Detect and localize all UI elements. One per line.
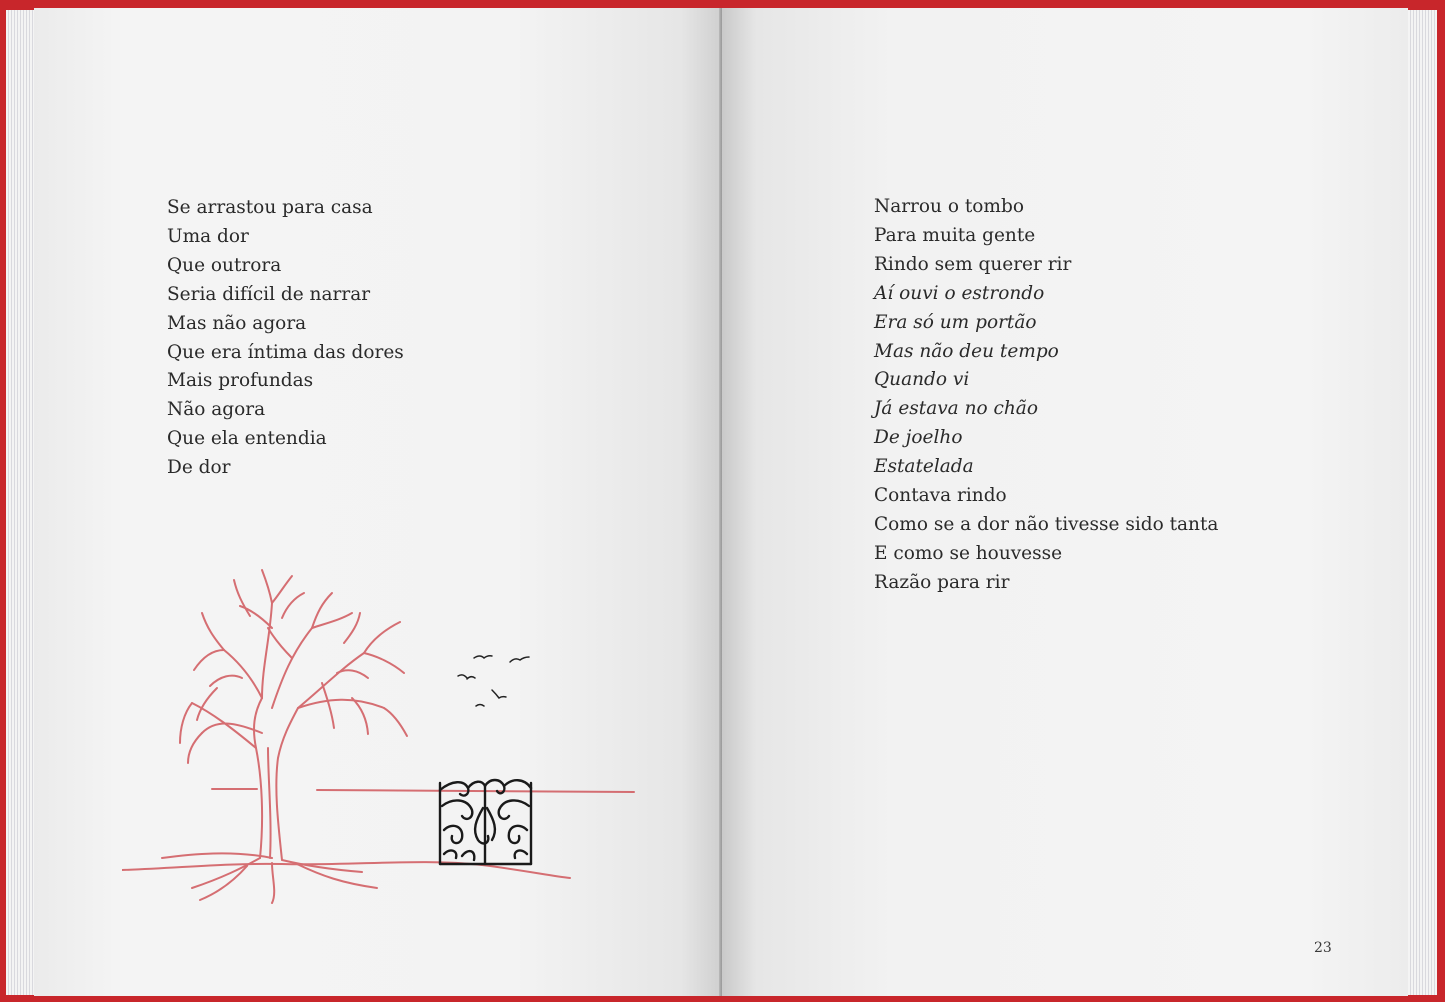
page-number: 23 xyxy=(1314,940,1332,956)
poem-line: De dor xyxy=(167,457,231,479)
poem-line: Mas não deu tempo xyxy=(874,340,1059,362)
right-poem xyxy=(874,193,1218,598)
poem-line: Não agora xyxy=(167,399,266,421)
left-page-edges xyxy=(6,10,36,995)
birds-drawing xyxy=(458,656,529,706)
poem-line: Seria difícil de narrar xyxy=(167,283,371,305)
left-page xyxy=(34,8,722,996)
poem-line: Já estava no chão xyxy=(874,398,1038,420)
poem-line: Que outrora xyxy=(167,254,282,276)
left-poem xyxy=(167,194,404,483)
poem-line: Razão para rir xyxy=(874,571,1010,593)
poem-line: Uma dor xyxy=(167,225,249,247)
poem-line: Quando vi xyxy=(874,369,970,391)
poem-line: Como se a dor não tivesse sido tanta xyxy=(874,513,1219,535)
tree-and-gate-illustration xyxy=(122,558,642,908)
tree-drawing xyxy=(122,570,634,903)
poem-line: Que ela entendia xyxy=(167,428,327,450)
poem-line: Que era íntima das dores xyxy=(167,341,404,363)
poem-line: E como se houvesse xyxy=(874,542,1063,564)
poem-line: Aí ouvi o estrondo xyxy=(874,282,1045,304)
poem-line: Era só um portão xyxy=(874,311,1037,333)
gate-drawing xyxy=(440,780,531,864)
poem-line: Mais profundas xyxy=(167,370,314,392)
poem-line: Para muita gente xyxy=(874,224,1036,246)
poem-line: Rindo sem querer rir xyxy=(874,253,1072,275)
poem-line: Contava rindo xyxy=(874,485,1007,507)
poem-line: Narrou o tombo xyxy=(874,196,1024,217)
poem-line: Se arrastou para casa xyxy=(167,197,373,218)
right-page-edges xyxy=(1407,10,1437,995)
poem-line: De joelho xyxy=(874,427,963,449)
poem-line: Mas não agora xyxy=(167,312,307,334)
poem-line: Estatelada xyxy=(874,456,974,478)
right-page xyxy=(722,8,1408,996)
